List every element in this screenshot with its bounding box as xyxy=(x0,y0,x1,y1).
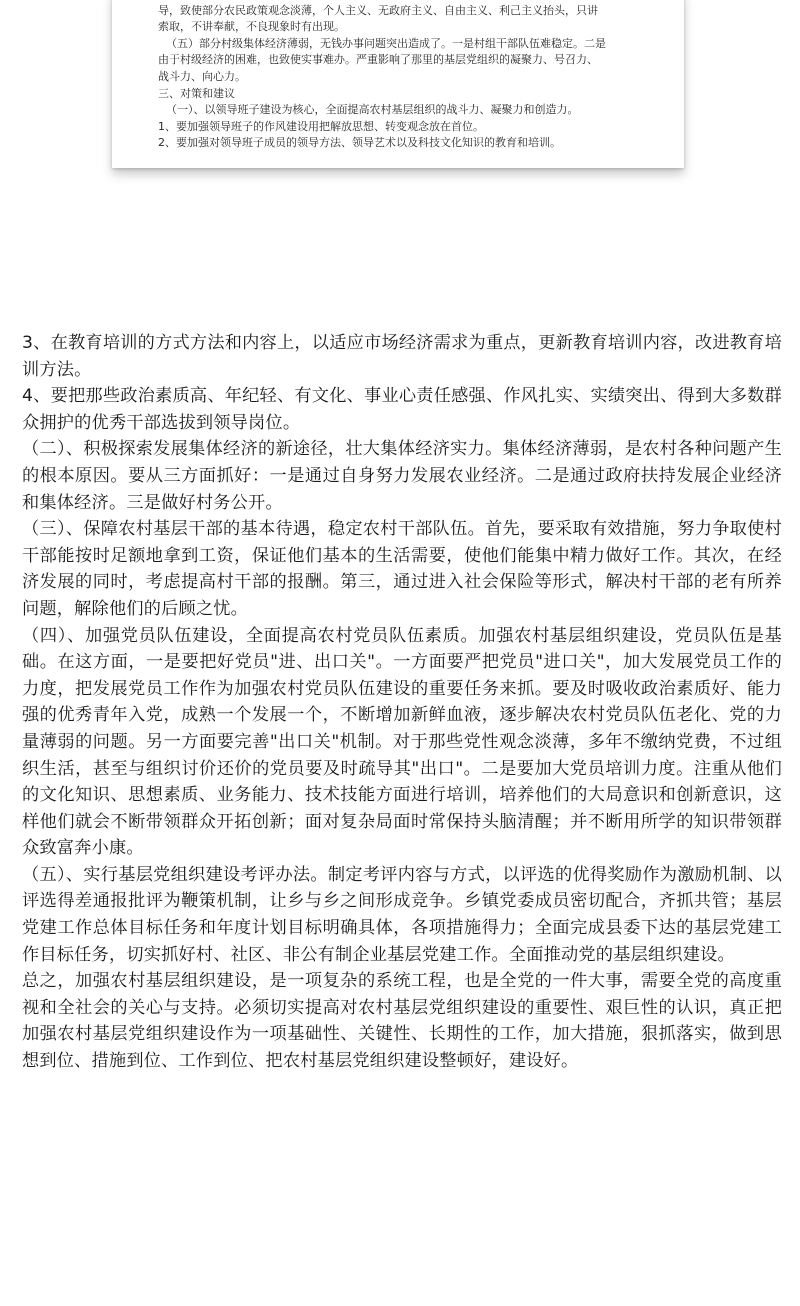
preview-text-block xyxy=(158,0,654,152)
document-preview-card xyxy=(112,0,684,168)
preview-line: 由于村级经济的困难，也致使实事难办。严重影响了那里的基层党组织的凝聚力、号召力、 xyxy=(158,53,598,67)
preview-line: 2、要加强对领导班子成员的领导方法、领导艺术以及科技文化知识的教育和培训。 xyxy=(158,136,561,150)
preview-line: 战斗力、向心力。 xyxy=(158,69,246,83)
preview-line: 导，致使部分农民政策观念淡薄，个人主义、无政府主义、自由主义、利己主义抬头，只讲 xyxy=(158,3,598,17)
paragraph: （五）、实行基层党组织建设考评办法。制定考评内容与方式，以评选的优得奖励作为激励机制、以评选得差通报批评为鞭策机制，让乡与乡之间形成竞争。乡镇党委成员密切配合，齐抓共管；基层党建工作总体目标任务和年度计划目标明确具体，各项措施得力；全面完成县委下达的基层党建工作目标任务，切实抓好村、社区、非公有制企业基层党建工作。全面推动党的基层组织建设。 xyxy=(22,864,782,965)
paragraph: （三）、保障农村基层干部的基本待遇，稳定农村干部队伍。首先，要采取有效措施，努力争取使村干部能按时足额地拿到工资，保证他们基本的生活需要，使他们能集中精力做好工作。其次，在经济发展的同时，考虑提高村干部的报酬。第三，通过进入社会保险等形式，解决村干部的老有所养问题，解除他们的后顾之忧。 xyxy=(22,519,782,619)
paragraph: 4、要把那些政治素质高、年纪轻、有文化、事业心责任感强、作风扎实、实绩突出、得到大多数群众拥护的优秀干部选拔到领导岗位。 xyxy=(22,386,782,433)
preview-line: （一）、以领导班子建设为核心，全面提高农村基层组织的战斗力、凝聚力和创造力。 xyxy=(166,103,579,117)
preview-line: 1、要加强领导班子的作风建设用把解放思想、转变观念放在首位。 xyxy=(158,119,484,133)
preview-line: （五）部分村级集体经济薄弱，无钱办事问题突出造成了。一是村组干部队伍难稳定。二是 xyxy=(166,36,606,50)
paragraph: （二）、积极探索发展集体经济的新途径，壮大集体经济实力。集体经济薄弱，是农村各种问题产生的根本原因。要从三方面抓好：一是通过自身努力发展农业经济。二是通过政府扶持发展企业经济和集体经济。三是做好村务公开。 xyxy=(22,439,782,513)
preview-heading: 三、对策和建议 xyxy=(158,86,235,100)
paragraph: 3、在教育培训的方式方法和内容上，以适应市场经济需求为重点，更新教育培训内容，改进教育培训方法。 xyxy=(22,333,782,380)
paragraph: 总之，加强农村基层组织建设，是一项复杂的系统工程，也是全党的一件大事，需要全党的高度重视和全社会的关心与支持。必须切实提高对农村基层党组织建设的重要性、艰巨性的认识，真正把加强农村基层党组织建设作为一项基础性、关键性、长期性的工作，加大措施，狠抓落实，做到思想到位、措施到位、工作到位、把农村基层党组织建设整顿好，建设好。 xyxy=(22,971,782,1072)
paragraph: （四）、加强党员队伍建设，全面提高农村党员队伍素质。加强农村基层组织建设，党员队伍是基础。在这方面，一是要把好党员"进、出口关"。一方面要严把党员"进口关"，加大发展党员工作的力度，把发展党员工作作为加强农村党员队伍建设的重要任务来抓。要及时吸收政治素质好、能力强的优秀青年入党，成熟一个发展一个，不断增加新鲜血液，逐步解决农村党员队伍老化、党的力量薄弱的问题。另一方面要完善"出口关"机制。对于那些党性观念淡薄，多年不缴纳党费，不过组织生活，甚至与组织讨价还价的党员要及时疏导其"出口"。二是要加大党员培训力度。注重从他们的文化知识、思想素质、业务能力、技术技能方面进行培训，培养他们的大局意识和创新意识，这样他们就会不断带领群众开拓创新；面对复杂局面时常保持头脑清醒；并不断用所学的知识带领群众致富奔小康。 xyxy=(22,625,782,859)
article-body xyxy=(22,330,782,1075)
preview-line: 索取，不讲奉献，不良现象时有出现。 xyxy=(158,20,345,34)
